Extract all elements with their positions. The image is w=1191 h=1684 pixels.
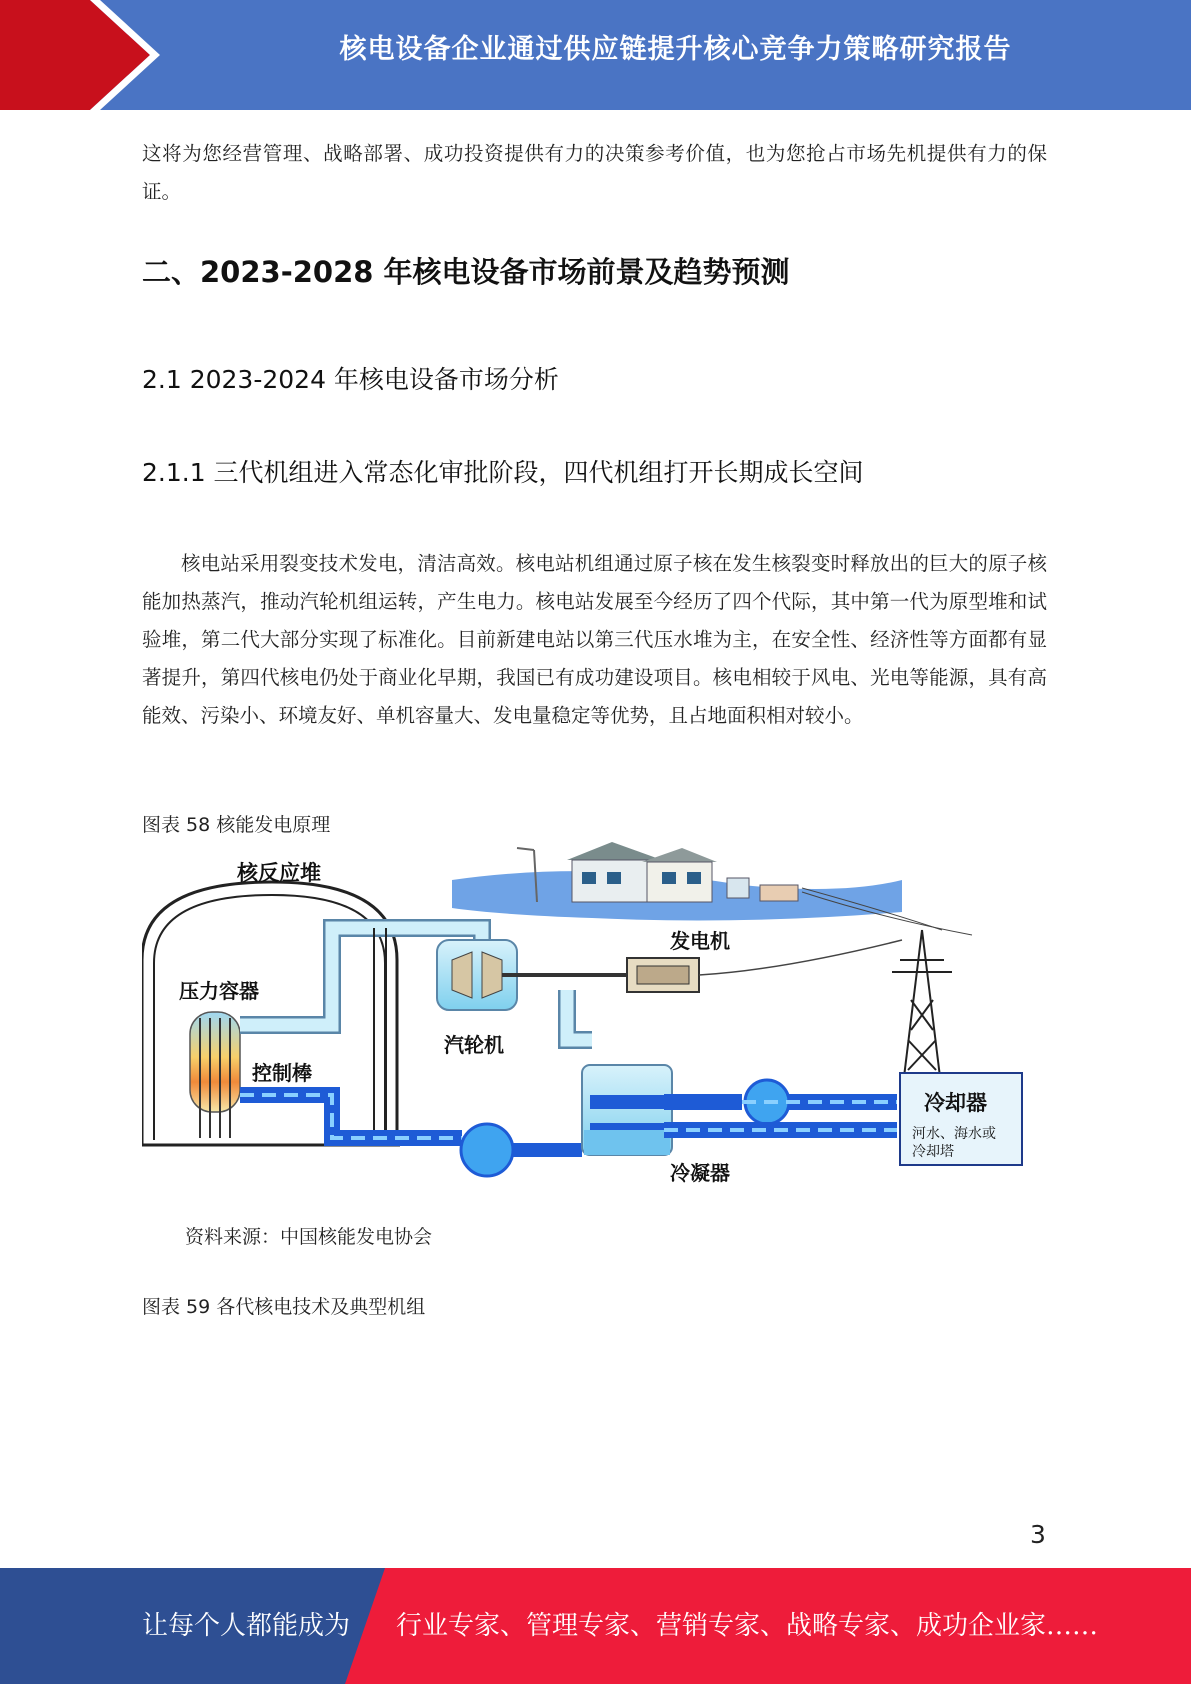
section-title: 二、2023-2028 年核电设备市场前景及趋势预测 [142, 255, 790, 289]
turbine-label: 汽轮机 [444, 1033, 504, 1057]
nuclear-power-diagram [142, 840, 1032, 1205]
reactor-label: 核反应堆 [237, 861, 321, 885]
pressure-vessel [190, 1012, 240, 1138]
subsubsection-title: 2.1.1 三代机组进入常态化审批阶段，四代机组打开长期成长空间 [142, 458, 864, 487]
cooler-note-2: 冷却塔 [912, 1144, 954, 1160]
page-footer [0, 1568, 1191, 1684]
cooler-note-1: 河水、海水或 [912, 1126, 996, 1142]
turbine [437, 940, 627, 1010]
generator-label: 发电机 [670, 929, 730, 953]
control-rods-label: 控制棒 [252, 1061, 312, 1085]
report-title: 核电设备企业通过供应链提升核心竞争力策略研究报告 [339, 34, 1012, 65]
steam-pipes [240, 928, 592, 1040]
transmission-pylon [892, 930, 952, 1077]
condenser-label: 冷凝器 [670, 1161, 730, 1185]
figure-58-caption: 图表 58 核能发电原理 [142, 814, 331, 836]
figure-58-source: 资料来源：中国核能发电协会 [185, 1226, 433, 1248]
condenser [582, 1065, 672, 1155]
body-paragraph: 核电站采用裂变技术发电，清洁高效。核电站机组通过原子核在发生核裂变时释放出的巨大的原子核能加热蒸汽，推动汽轮机组运转，产生电力。核电站发展至今经历了四个代际，其中第一代为原型堆和试验堆，第二代大部分实现了标准化。目前新建电站以第三代压水堆为主，在安全性、经济性等方面都有显著提升，第四代核电仍处于商业化早期，我国已有成功建设项目。核电相较于风电、光电等能源，具有高能效、污染小、环境友好、单机容量大、发电量稳定等优势，且占地面积相对较小。 [142, 552, 1047, 727]
cooler-label: 冷却器 [924, 1091, 987, 1115]
intro-paragraph: 这将为您经营管理、战略部署、成功投资提供有力的决策参考价值，也为您抢占市场先机提供有力的保证。 [142, 142, 1047, 203]
cooling-loop [664, 1080, 897, 1130]
footer-slogan-left: 让每个人都能成为 [142, 1611, 351, 1641]
figure-59-caption: 图表 59 各代核电技术及典型机组 [142, 1296, 426, 1318]
pressure-vessel-label: 压力容器 [179, 979, 259, 1003]
feedwater-pipe [240, 1095, 582, 1176]
generator [627, 940, 902, 992]
footer-slogan-right: 行业专家、管理专家、营销专家、战略专家、成功企业家…… [396, 1611, 1099, 1641]
landscape-illustration [452, 842, 972, 935]
subsection-title: 2.1 2023-2024 年核电设备市场分析 [142, 365, 559, 394]
page-header [0, 0, 1191, 110]
page-number: 3 [1030, 1520, 1046, 1549]
